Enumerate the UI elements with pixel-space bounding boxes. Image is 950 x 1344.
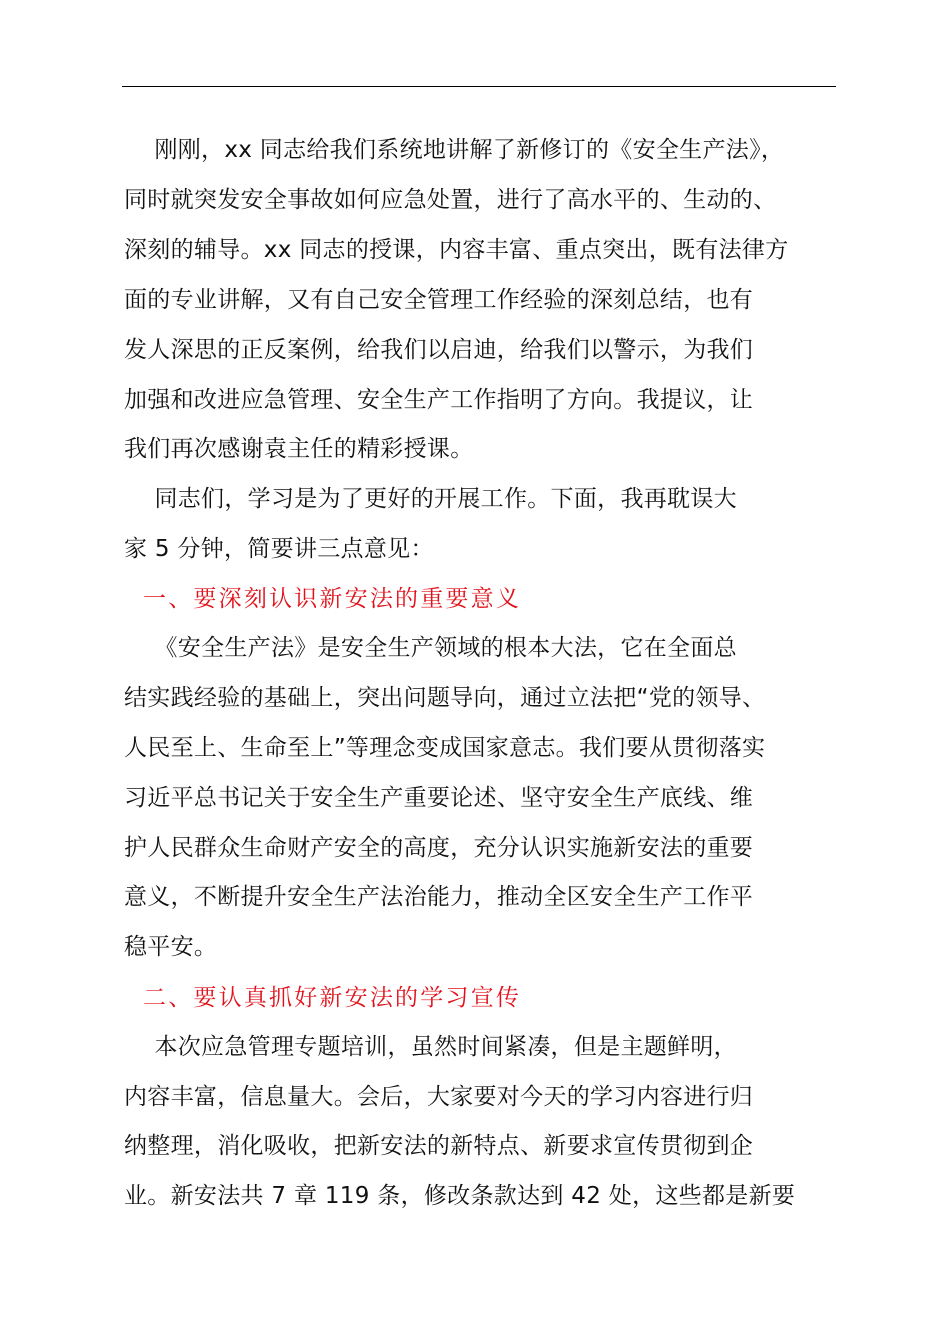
paragraph-line: 稳平安。 — [124, 934, 218, 960]
paragraph-line: 本次应急管理专题培训，虽然时间紧凑，但是主题鲜明， — [124, 1034, 737, 1060]
paragraph-line: 深刻的辅导。xx 同志的授课，内容丰富、重点突出，既有法律方 — [124, 237, 789, 263]
paragraph-line: 同时就突发安全事故如何应急处置，进行了高水平的、生动的、 — [124, 187, 777, 213]
paragraph-line: 刚刚，xx 同志给我们系统地讲解了新修订的《安全生产法》， — [124, 137, 785, 163]
paragraph-line: 加强和改进应急管理、安全生产工作指明了方向。我提议，让 — [124, 387, 754, 413]
paragraph-line: 人民至上、生命至上”等理念变成国家意志。我们要从贯彻落实 — [124, 735, 766, 761]
paragraph-line: 同志们，学习是为了更好的开展工作。下面，我再耽误大 — [124, 486, 737, 512]
paragraph-line: 我们再次感谢袁主任的精彩授课。 — [124, 436, 474, 462]
paragraph-line: 《安全生产法》是安全生产领域的根本大法，它在全面总 — [124, 635, 737, 661]
paragraph-line: 护人民群众生命财产安全的高度，充分认识实施新安法的重要 — [124, 835, 754, 861]
paragraph-line: 结实践经验的基础上，突出问题导向，通过立法把“党的领导、 — [124, 685, 766, 711]
paragraph-line: 家 5 分钟，简要讲三点意见： — [124, 536, 434, 562]
paragraph-line: 纳整理，消化吸收，把新安法的新特点、新要求宣传贯彻到企 — [124, 1133, 754, 1159]
paragraph-line: 业。新安法共 7 章 119 条，修改条款达到 42 处，这些都是新要 — [124, 1183, 796, 1209]
paragraph-line: 内容丰富，信息量大。会后，大家要对今天的学习内容进行归 — [124, 1084, 754, 1110]
paragraph-line: 习近平总书记关于安全生产重要论述、坚守安全生产底线、维 — [124, 785, 754, 811]
paragraph-line: 意义，不断提升安全生产法治能力，推动全区安全生产工作平 — [124, 884, 754, 910]
section-heading: 一、要深刻认识新安法的重要意义 — [124, 586, 522, 612]
paragraph-line: 发人深思的正反案例，给我们以启迪，给我们以警示，为我们 — [124, 337, 754, 363]
paragraph-line: 面的专业讲解，又有自己安全管理工作经验的深刻总结，也有 — [124, 287, 754, 313]
section-heading: 二、要认真抓好新安法的学习宣传 — [124, 985, 522, 1011]
header-rule — [122, 86, 836, 87]
